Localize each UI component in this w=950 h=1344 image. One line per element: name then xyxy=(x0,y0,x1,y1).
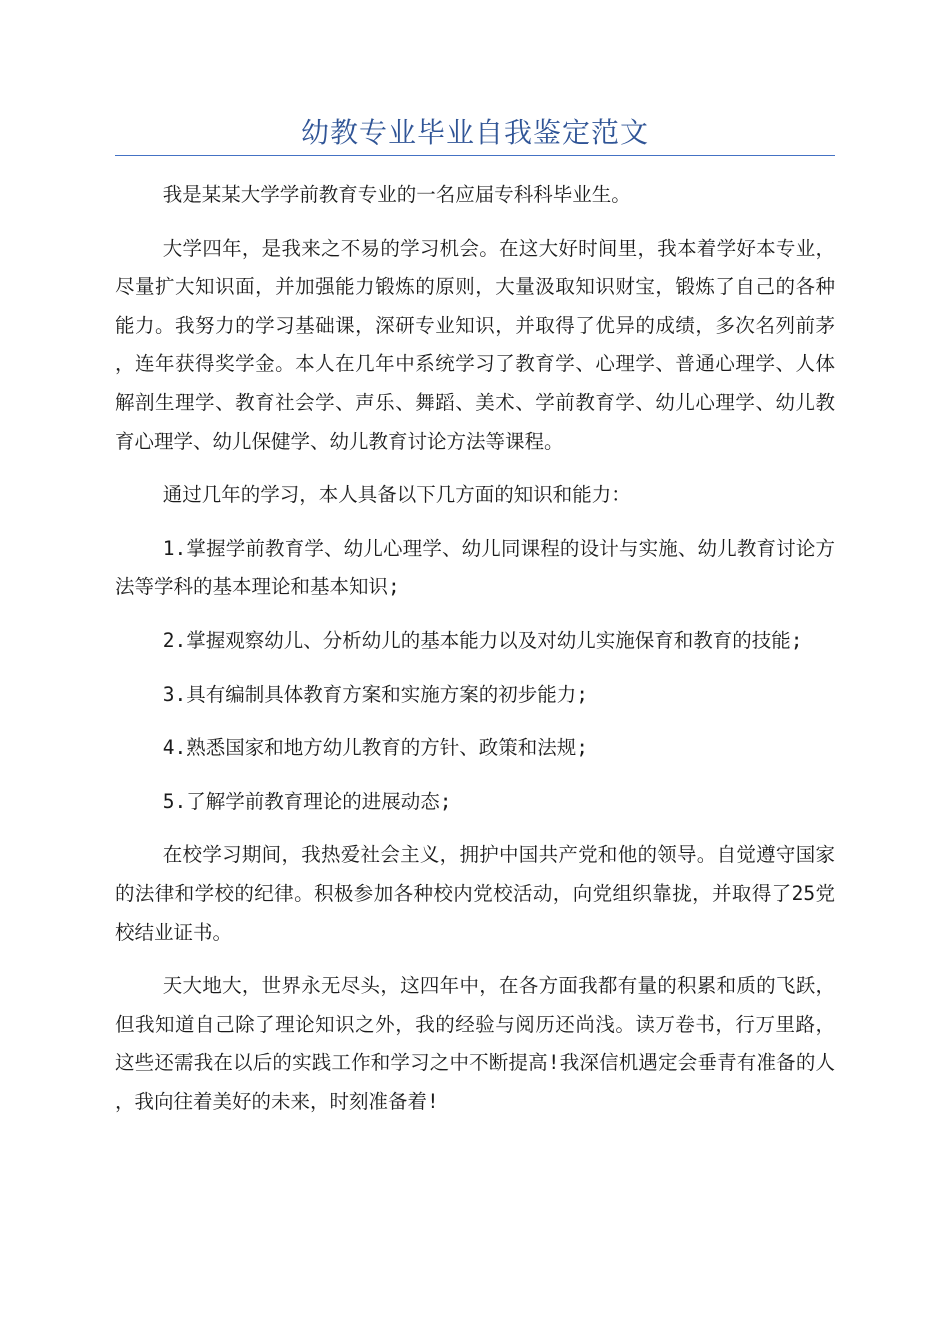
document-body xyxy=(115,176,835,1136)
paragraph-conclusion: 天大地大，世界永无尽头，这四年中，在各方面我都有量的积累和质的飞跃，但我知道自己除了理论知识之外，我的经验与阅历还尚浅。读万卷书，行万里路，这些还需我在以后的实践工作和学习之中不断提高!我深信机遇定会垂青有准备的人，我向往着美好的未来，时刻准备着! xyxy=(115,974,835,1113)
list-item-ability-4: 4.熟悉国家和地方幼儿教育的方针、政策和法规; xyxy=(162,736,588,760)
document-title: 幼教专业毕业自我鉴定范文 xyxy=(300,116,649,149)
paragraph-intro: 我是某某大学学前教育专业的一名应届专科科毕业生。 xyxy=(162,183,631,206)
list-item-ability-5: 5.了解学前教育理论的进展动态; xyxy=(162,789,452,813)
title-underline xyxy=(115,155,835,156)
paragraph-study-overview: 大学四年，是我来之不易的学习机会。在这大好时间里，我本着学好本专业，尽量扩大知识面，并加强能力锻炼的原则，大量汲取知识财宝，锻炼了自己的各种能力。我努力的学习基础课，深研专业知识，并取得了优异的成绩，多次名列前茅，连年获得奖学金。本人在几年中系统学习了教育学、心理学、普通心理学、人体解剖生理学、教育社会学、声乐、舞蹈、美术、学前教育学、幼儿心理学、幼儿教育心理学、幼儿保健学、幼儿教育讨论方法等课程。 xyxy=(115,236,835,453)
paragraph-abilities-lead: 通过几年的学习，本人具备以下几方面的知识和能力： xyxy=(162,483,631,507)
paragraph-political: 在校学习期间，我热爱社会主义，拥护中国共产党和他的领导。自觉遵守国家的法律和学校的纪律。积极参加各种校内党校活动，向党组织靠拢，并取得了25党校结业证书。 xyxy=(115,843,835,944)
list-item-ability-2: 2.掌握观察幼儿、分析幼儿的基本能力以及对幼儿实施保育和教育的技能; xyxy=(162,628,803,652)
list-item-ability-1: 1.掌握学前教育学、幼儿心理学、幼儿同课程的设计与实施、幼儿教育讨论方法等学科的基本理论和基本知识; xyxy=(115,536,835,599)
list-item-ability-3: 3.具有编制具体教育方案和实施方案的初步能力; xyxy=(162,682,588,706)
